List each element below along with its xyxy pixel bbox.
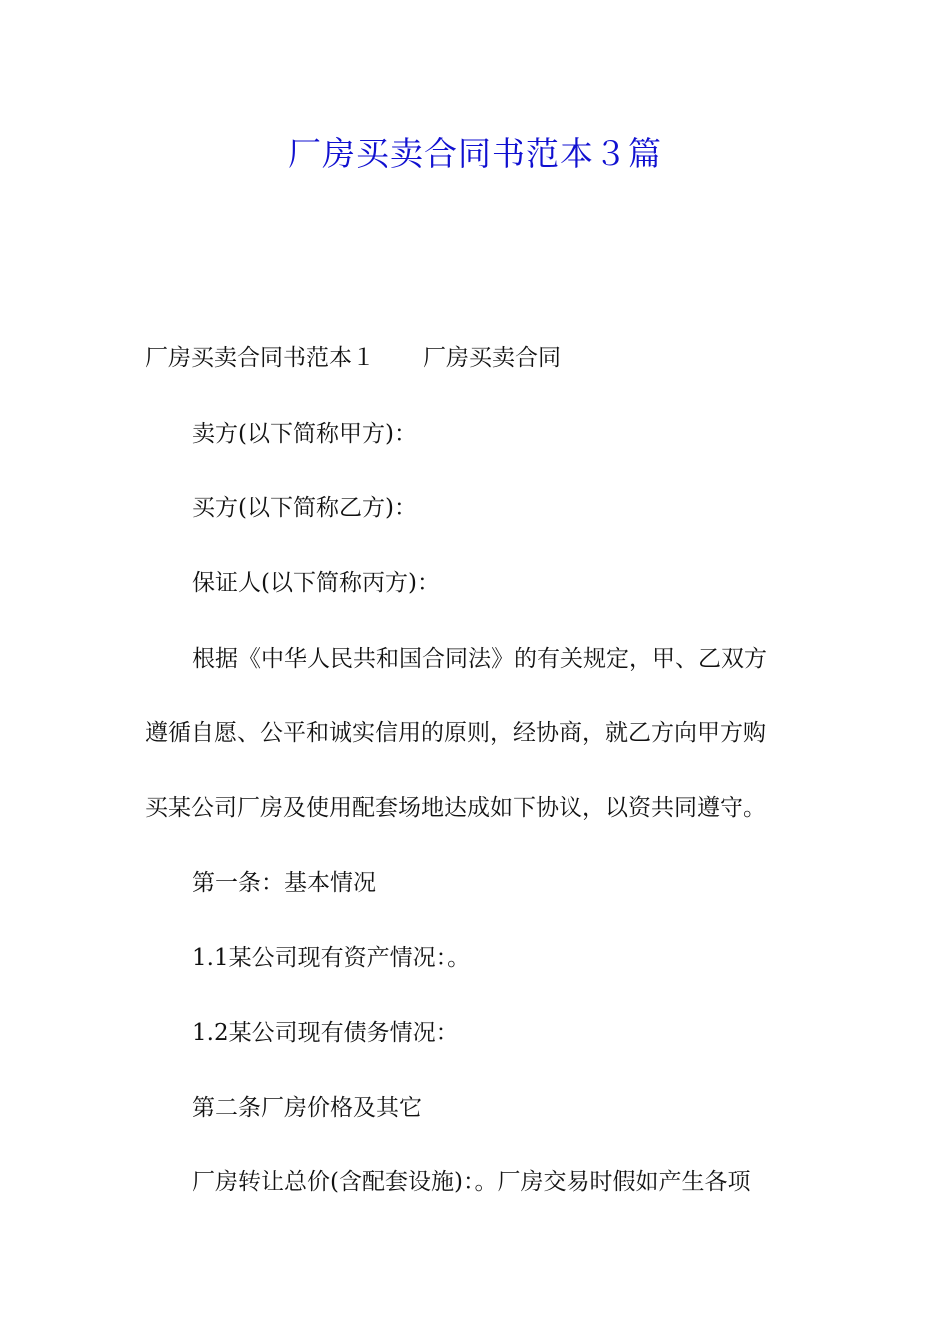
paragraph-line: 买某公司厂房及使用配套场地达成如下协议，以资共同遵守。 <box>145 795 766 821</box>
paragraph-line: 遵循自愿、公平和诚实信用的原则，经协商，就乙方向甲方购 <box>145 720 766 746</box>
paragraph-line: 根据《中华人民共和国合同法》的有关规定，甲、乙双方 <box>192 646 767 672</box>
article-heading: 第二条厂房价格及其它 <box>192 1095 422 1121</box>
article-heading: 第一条：基本情况 <box>192 870 376 896</box>
section-heading: 厂房买卖合同书范本１ <box>145 345 375 371</box>
clause-line: 1.2某公司现有债务情况： <box>192 1020 459 1046</box>
document-title: 厂房买卖合同书范本３篇 <box>288 134 662 173</box>
section-subheading: 厂房买卖合同 <box>423 345 561 371</box>
section-heading-line <box>145 340 810 376</box>
seller-line: 卖方(以下简称甲方)： <box>192 421 417 447</box>
buyer-line: 买方(以下简称乙方)： <box>192 495 417 521</box>
guarantor-line: 保证人(以下简称丙方)： <box>192 570 440 596</box>
paragraph-line: 厂房转让总价(含配套设施)：。厂房交易时假如产生各项 <box>192 1169 751 1195</box>
clause-line: 1.1某公司现有资产情况：。 <box>192 945 471 971</box>
